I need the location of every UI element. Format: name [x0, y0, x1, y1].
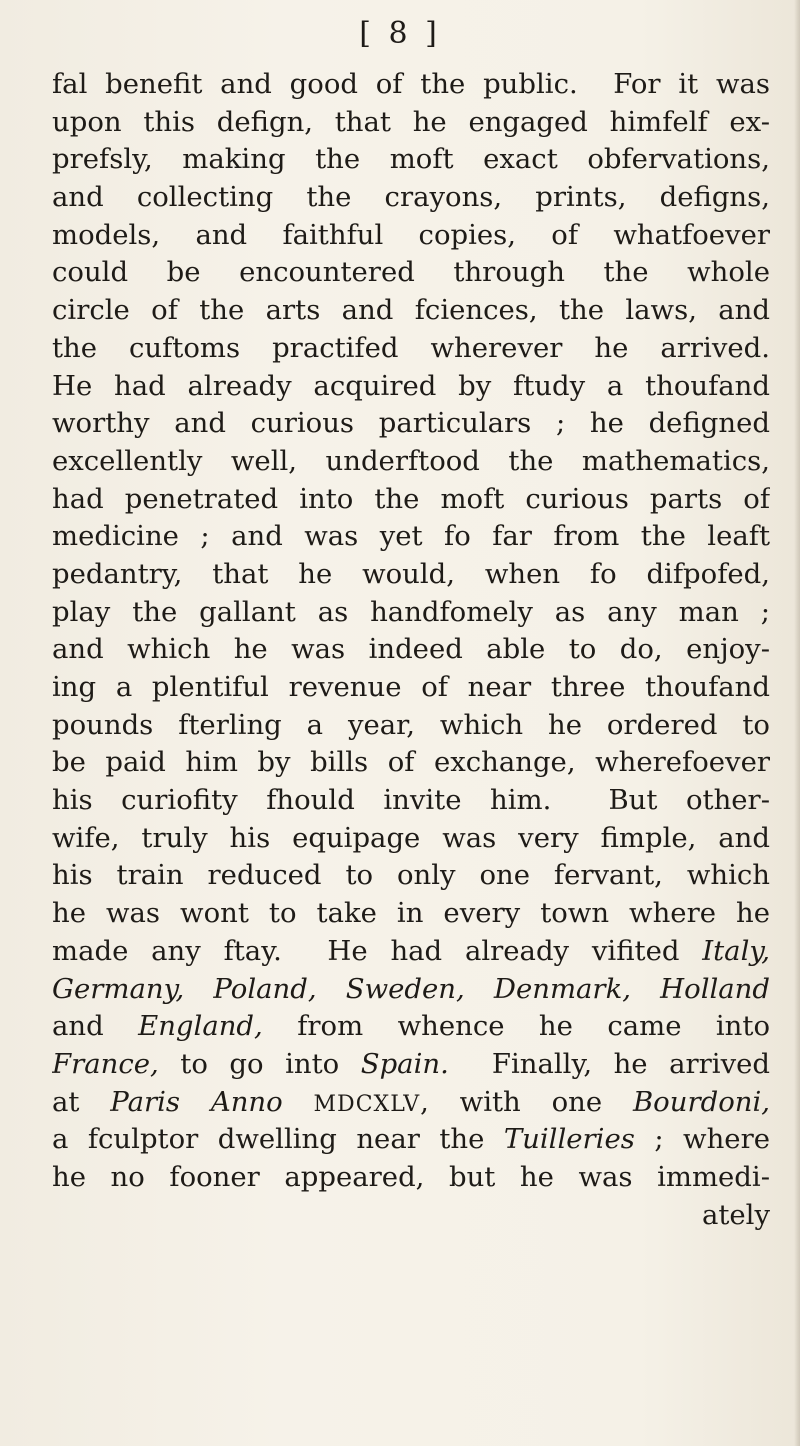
text-line	[52, 971, 770, 1009]
text-line	[52, 443, 770, 481]
text-line	[52, 1159, 770, 1197]
text-line	[52, 895, 770, 933]
text-run: pounds fterling a year, which he ordered to	[52, 708, 770, 741]
text-run: ; where	[634, 1123, 770, 1156]
italic-text: Tuilleries	[503, 1123, 635, 1156]
italic-text: England,	[138, 1010, 263, 1043]
text-run: to go into	[158, 1047, 361, 1080]
text-line	[52, 594, 770, 632]
text-run: models, and faithful copies, of whatfoever	[52, 218, 770, 251]
text-run: and	[52, 1010, 139, 1043]
text-line	[52, 254, 770, 292]
text-line	[52, 1008, 770, 1046]
text-run: a fculptor dwelling near the	[52, 1123, 504, 1156]
text-line	[52, 330, 770, 368]
text-line	[52, 179, 770, 217]
text-line	[52, 141, 770, 179]
text-line	[52, 1197, 770, 1235]
text-run: excellently well, underftood the mathematics,	[52, 444, 770, 477]
text-run: circle of the arts and fciences, the laws, and	[52, 294, 770, 327]
text-run: could be encountered through the whole	[52, 256, 770, 289]
text-run: had penetrated into the moft curious parts of	[52, 482, 770, 515]
italic-text: France,	[52, 1047, 159, 1080]
text-run: from whence he came into	[262, 1010, 770, 1043]
text-line	[52, 556, 770, 594]
text-line	[52, 518, 770, 556]
text-line	[52, 481, 770, 519]
text-line	[52, 405, 770, 443]
text-line	[52, 744, 770, 782]
text-run: , with one	[420, 1085, 633, 1118]
text-run: wife, truly his equipage was very fimple, and	[52, 821, 770, 854]
text-run	[283, 1086, 314, 1118]
text-line	[52, 933, 770, 971]
text-run: ing a plentiful revenue of near three thoufand	[52, 671, 770, 703]
text-run: He had already acquired by ftudy a thoufand	[52, 369, 770, 402]
text-run: fal benefit and good of the public. For it was	[52, 68, 770, 100]
text-line	[52, 1046, 770, 1084]
page-number: [ 8 ]	[359, 16, 441, 51]
text-line	[52, 217, 770, 255]
text-line	[52, 631, 770, 669]
text-run: prefsly, making the moft exact obfervations,	[52, 143, 770, 176]
italic-text: Bourdoni,	[632, 1085, 770, 1118]
text-run: be paid him by bills of exchange, wherefoever	[52, 746, 770, 779]
text-run: medicine ; and was yet fo far from the leaft	[52, 520, 770, 553]
text-run: at	[52, 1085, 111, 1118]
text-run: and collecting the crayons, prints, defigns,	[52, 181, 770, 214]
text-run: he was wont to take in every town where he	[52, 897, 770, 930]
small-caps-text: MDCXLV	[313, 1091, 421, 1117]
text-line	[52, 292, 770, 330]
text-run: ately	[701, 1198, 770, 1231]
text-run: and which he was indeed able to do, enjoy-	[52, 633, 770, 666]
text-line	[52, 782, 770, 820]
body-text	[52, 66, 770, 1234]
text-line	[52, 1084, 770, 1122]
text-run: he no fooner appeared, but he was immedi-	[52, 1160, 770, 1193]
text-line	[52, 1121, 770, 1159]
text-run: pedantry, that he would, when fo difpofed,	[52, 557, 770, 590]
text-run: worthy and curious particulars ; he defigned	[52, 407, 770, 440]
text-line	[52, 368, 770, 406]
text-run: upon this defign, that he engaged himfelf ex-	[52, 105, 770, 138]
page-edge-shadow	[794, 0, 800, 1446]
italic-text: Germany, Poland, Sweden, Denmark, Holland	[52, 972, 770, 1005]
italic-text: Paris Anno	[110, 1085, 283, 1118]
italic-text: Spain.	[360, 1047, 449, 1080]
text-line	[52, 707, 770, 745]
text-run: the cuftoms practifed wherever he arrived.	[52, 331, 770, 364]
text-line	[52, 66, 770, 104]
text-run: Finally, he arrived	[448, 1047, 770, 1080]
text-run: his curiofity fhould invite him. But other-	[52, 784, 770, 817]
text-line	[52, 669, 770, 707]
text-line	[52, 104, 770, 142]
text-line	[52, 820, 770, 858]
text-run: his train reduced to only one fervant, which	[52, 859, 770, 892]
text-line	[52, 857, 770, 895]
italic-text: Italy,	[702, 934, 770, 967]
text-run: made any ftay. He had already vifited	[52, 934, 703, 967]
text-run: play the gallant as handfomely as any man ;	[52, 595, 770, 628]
